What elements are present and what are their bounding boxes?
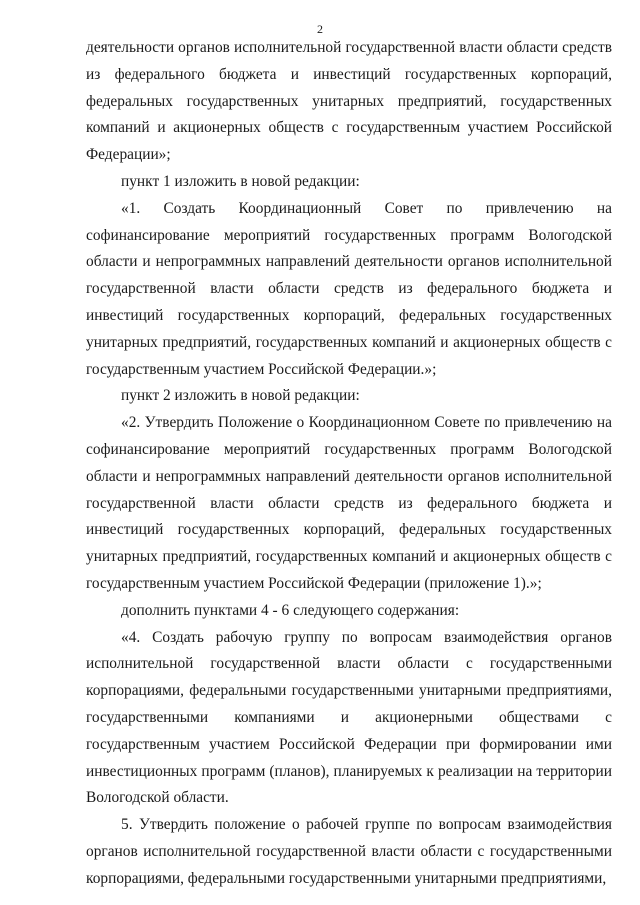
paragraph-item-1-intro: пункт 1 изложить в новой редакции: [121,172,360,190]
paragraph-item-5-text: 5. Утвердить положение о рабочей группе по вопросам взаимодействия органов исполнительной государственной власти области с государственными корпорациями, федеральными государственными унитарными предприятиями, [86,816,612,887]
paragraph-continuation: деятельности органов исполнительной государственной власти области средств из федерального бюджета и инвестиций государственных корпораций, федеральных государственных унитарных предприятий, государственных компаний и акционерных обществ с государственным участием Российской Федерации»; [86,39,612,164]
paragraph-item-2-intro: пункт 2 изложить в новой редакции: [121,387,360,405]
paragraph-items-4-6-intro: дополнить пунктами 4 - 6 следующего содержания: [121,601,460,619]
paragraph-item-2-text: «2. Утвердить Положение о Координационном Совете по привлечению на софинансирование мероприятий государственных программ Вологодской области и непрограммных направлений деятельности органов исполнительной государственной власти области средств из федерального бюджета и инвестиций государственных корпораций, федеральных государственных унитарных предприятий, государственных компаний и акционерных обществ с государственным участием Российской Федерации (приложение 1).»; [86,414,612,592]
document-body [86,35,612,893]
paragraph-item-4-text: «4. Создать рабочую группу по вопросам взаимодействия органов исполнительной государственной власти области с государственными корпорациями, федеральными государственными унитарными предприятиями, государственными компаниями и акционерными обществами с государственным участием Российской Федерации при формировании ими инвестиционных программ (планов), планируемых к реализации на территории Вологодской области. [86,628,612,807]
paragraph-item-1-text: «1. Создать Координационный Совет по привлечению на софинансирование мероприятий государственных программ Вологодской области и непрограммных направлений деятельности органов исполнительной государственной власти области средств из федерального бюджета и инвестиций государственных корпораций, федеральных государственных унитарных предприятий, государственных компаний и акционерных обществ с государственным участием Российской Федерации.»; [86,199,612,378]
page-number: 2 [317,22,323,36]
